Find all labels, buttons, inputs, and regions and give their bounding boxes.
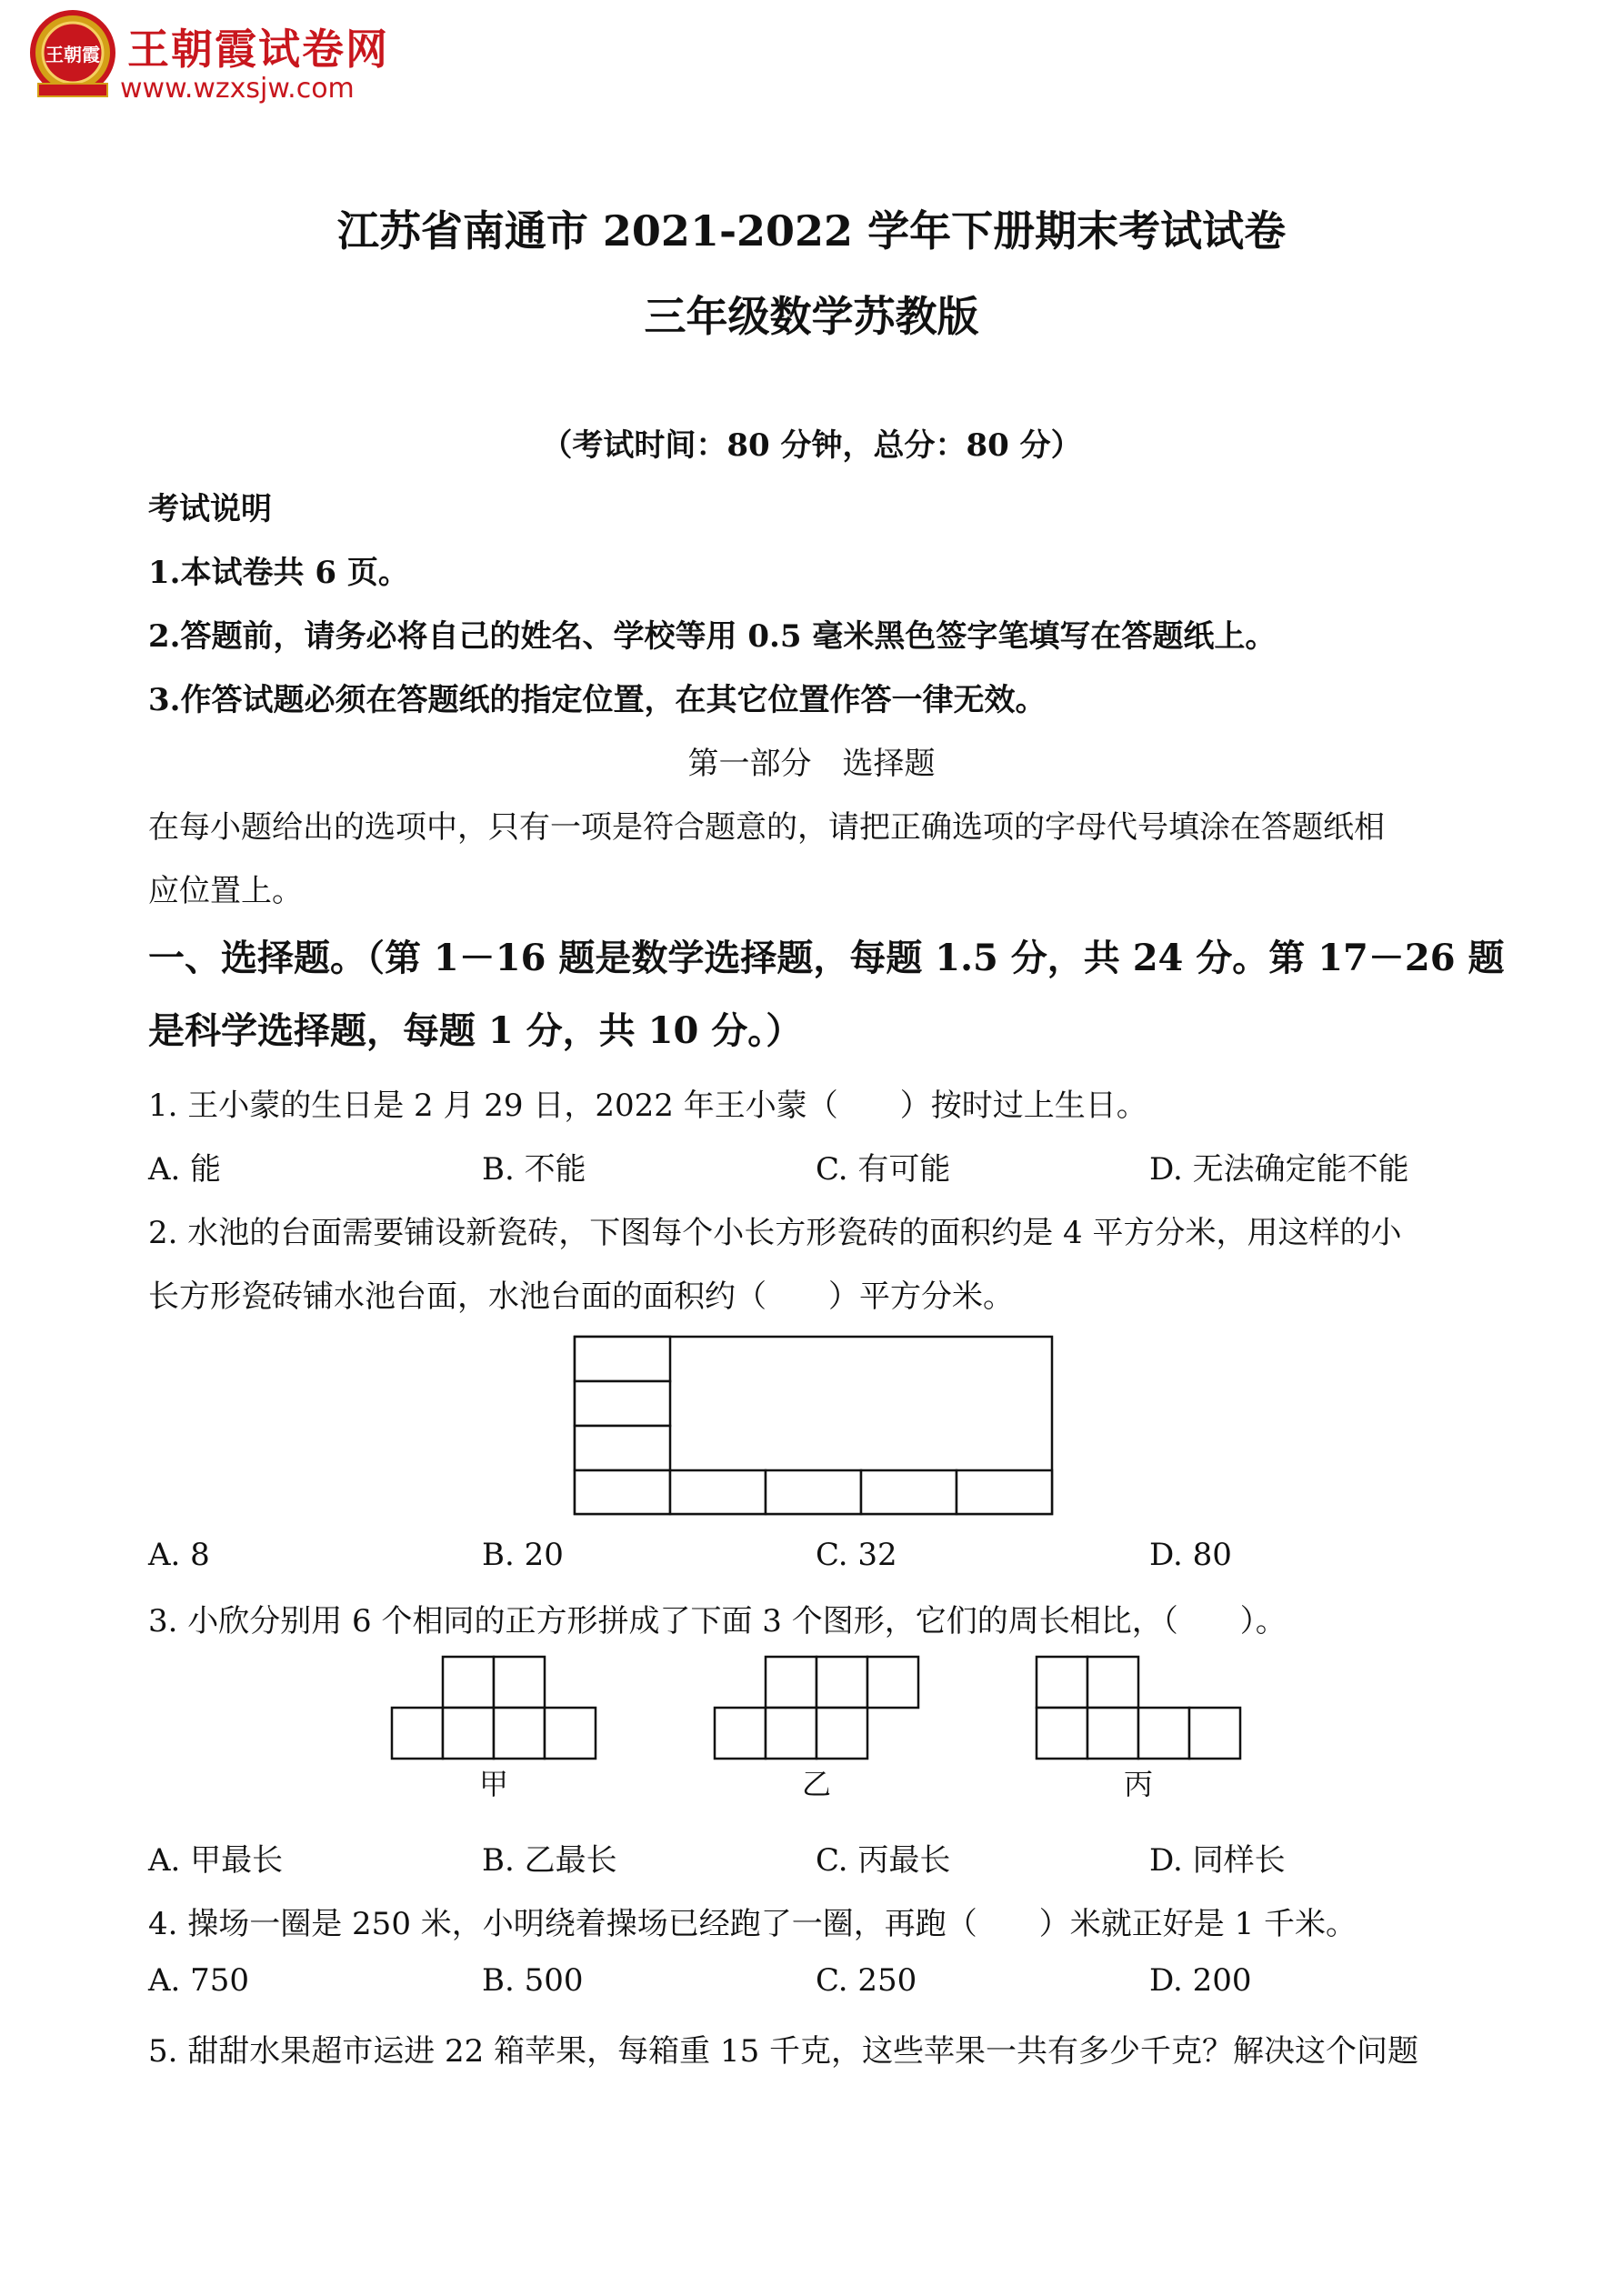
shape-jia: [391, 1655, 600, 1800]
section-heading: 是科学选择题，每题 1 分，共 10 分。）: [148, 1009, 803, 1052]
square: [1037, 1708, 1087, 1759]
question-4-text: 4. 操场一圈是 250 米，小明绕着操场已经跑了一圈，再跑（ ）米就正好是 1 千米。: [148, 1906, 1358, 1942]
q3-option-c: C. 丙最长: [816, 1842, 951, 1879]
figure-label-jia: 甲: [478, 1767, 509, 1801]
tile: [575, 1381, 670, 1426]
q1-option-a: A. 能: [148, 1151, 222, 1188]
section-heading: 一、选择题。（第 1－16 题是数学选择题，每题 1.5 分，共 24 分。第 17－26 题: [148, 937, 1505, 979]
q3-option-a: A. 甲最长: [148, 1842, 284, 1879]
question-1-text: 1. 王小蒙的生日是 2 月 29 日，2022 年王小蒙（ ）按时过上生日。: [148, 1088, 1147, 1124]
instruction-item: 3.作答试题必须在答题纸的指定位置，在其它位置作答一律无效。: [148, 682, 1047, 718]
q4-option-b: B. 500: [482, 1962, 584, 1999]
square: [867, 1657, 918, 1708]
shape-yi: [714, 1655, 923, 1800]
square: [392, 1708, 443, 1759]
square: [817, 1708, 867, 1759]
instructions-heading: 考试说明: [148, 491, 272, 527]
square: [766, 1657, 817, 1708]
square: [545, 1708, 596, 1759]
tile: [861, 1470, 957, 1514]
exam-title: 江苏省南通市 2021-2022 学年下册期末考试试卷: [336, 206, 1287, 256]
instruction-item: 2.答题前，请务必将自己的姓名、学校等用 0.5 毫米黑色签字笔填写在答题纸上。: [148, 618, 1277, 655]
square: [494, 1708, 545, 1759]
site-logo: [27, 9, 446, 105]
tile: [575, 1470, 670, 1514]
q2-option-c: C. 32: [816, 1537, 897, 1573]
q2-option-d: D. 80: [1149, 1537, 1232, 1573]
q1-option-d: D. 无法确定能不能: [1149, 1151, 1409, 1188]
q2-option-a: A. 8: [148, 1537, 210, 1573]
part-intro: 在每小题给出的选项中，只有一项是符合题意的，请把正确选项的字母代号填涂在答题纸相: [148, 809, 1385, 846]
q4-option-a: A. 750: [148, 1962, 250, 1999]
tile-figure: [573, 1335, 1055, 1517]
instruction-item: 1.本试卷共 6 页。: [148, 555, 409, 591]
square: [817, 1657, 867, 1708]
q4-option-d: D. 200: [1149, 1962, 1252, 1999]
figure-label-yi: 乙: [801, 1767, 832, 1801]
shape-bing: [1036, 1655, 1245, 1800]
square: [1037, 1657, 1087, 1708]
q1-option-b: B. 不能: [482, 1151, 586, 1188]
square: [1087, 1708, 1138, 1759]
q4-option-c: C. 250: [816, 1962, 917, 1999]
figure-label-bing: 丙: [1123, 1767, 1154, 1801]
logo-url[interactable]: www.wzxsjw.com: [120, 73, 355, 105]
part-intro: 应位置上。: [148, 873, 303, 909]
tile: [670, 1470, 766, 1514]
q3-option-d: D. 同样长: [1149, 1842, 1286, 1879]
square: [766, 1708, 817, 1759]
square: [494, 1657, 545, 1708]
question-2-text: 长方形瓷砖铺水池台面，水池台面的面积约（ ）平方分米。: [148, 1278, 1014, 1315]
exam-time: （考试时间：80 分钟，总分：80 分）: [541, 427, 1082, 464]
square: [1087, 1657, 1138, 1708]
question-3-text: 3. 小欣分别用 6 个相同的正方形拼成了下面 3 个图形，它们的周长相比，（ ）。: [148, 1603, 1287, 1639]
question-5-text: 5. 甜甜水果超市运进 22 箱苹果，每箱重 15 千克，这些苹果一共有多少千克？解决这个问题: [148, 2033, 1419, 2070]
square: [1138, 1708, 1189, 1759]
part-heading: 第一部分 选择题: [687, 746, 936, 782]
tile: [957, 1470, 1052, 1514]
square: [443, 1708, 494, 1759]
square: [443, 1657, 494, 1708]
tile: [575, 1337, 670, 1381]
exam-subtitle: 三年级数学苏教版: [644, 292, 979, 341]
logo-name: 王朝霞试卷网: [127, 25, 389, 74]
q1-option-c: C. 有可能: [816, 1151, 951, 1188]
square: [715, 1708, 766, 1759]
tile: [766, 1470, 861, 1514]
tile: [575, 1426, 670, 1470]
q3-option-b: B. 乙最长: [482, 1842, 617, 1879]
logo-badge-icon: [27, 9, 118, 100]
question-2-text: 2. 水池的台面需要铺设新瓷砖，下图每个小长方形瓷砖的面积约是 4 平方分米，用这样的小: [148, 1215, 1402, 1251]
q2-option-b: B. 20: [482, 1537, 564, 1573]
square: [1189, 1708, 1240, 1759]
badge-text: 王朝霞: [45, 44, 100, 65]
